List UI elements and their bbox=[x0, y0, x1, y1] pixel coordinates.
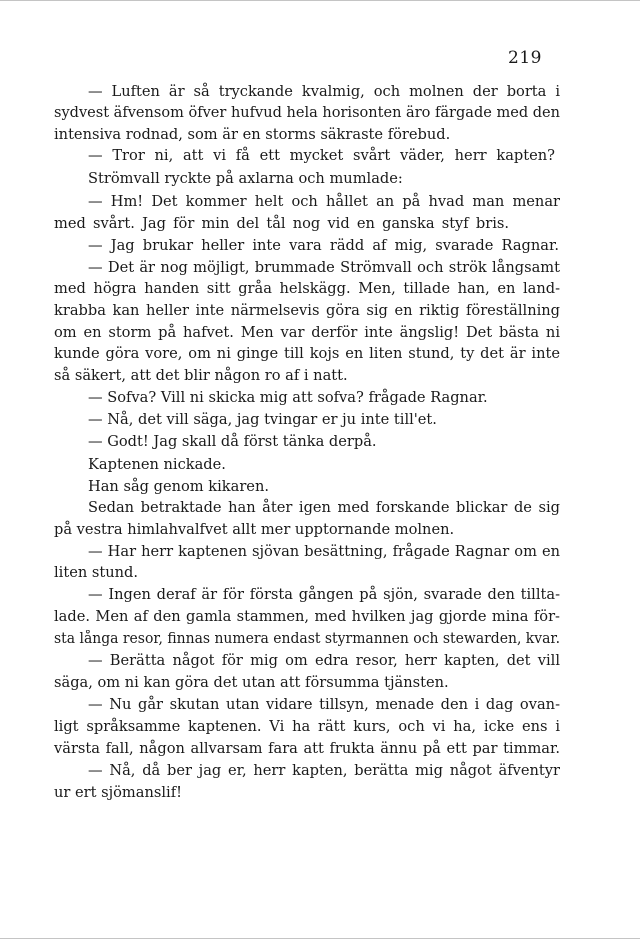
text-line: så säkert, att det blir någon ro af i natt. bbox=[54, 367, 348, 384]
text-line: — Sofva? Vill ni skicka mig att sofva? frågade Ragnar. bbox=[88, 389, 488, 406]
text-line: Sedan betraktade han åter igen med forskande blickar de sig bbox=[88, 499, 560, 516]
text-line: med högra handen sitt gråa helskägg. Men, tillade han, en land- bbox=[54, 280, 560, 297]
text-line: — Jag brukar heller inte vara rädd af mig, svarade Ragnar. bbox=[88, 237, 559, 254]
text-line: — Nå, det vill säga, jag tvingar er ju inte till'et. bbox=[88, 411, 437, 428]
text-line: — Har herr kaptenen sjövan besättning, frågade Ragnar om en bbox=[88, 543, 560, 560]
text-line: — Luften är så tryckande kvalmig, och molnen der borta i bbox=[88, 83, 560, 100]
text-line: värsta fall, någon allvarsam fara att frukta ännu på ett par timmar. bbox=[54, 740, 560, 757]
text-line: — Det är nog möjligt, brummade Strömvall och strök långsamt bbox=[88, 259, 560, 276]
text-line: — Berätta något för mig om edra resor, herr kapten, det vill bbox=[88, 652, 560, 669]
text-line: intensiva rodnad, som är en storms säkraste förebud. bbox=[54, 126, 451, 143]
text-line: ur ert sjömanslif! bbox=[54, 784, 182, 801]
text-line: — Ingen deraf är för första gången på sjön, svarade den tillta- bbox=[88, 586, 560, 603]
text-line: om en storm på hafvet. Men var derför inte ängslig! Det bästa ni bbox=[54, 324, 560, 341]
text-line: Strömvall ryckte på axlarna och mumlade: bbox=[88, 170, 403, 187]
top-scan-edge bbox=[0, 0, 640, 1]
page-number: 219 bbox=[508, 48, 542, 68]
text-line: Kaptenen nickade. bbox=[88, 456, 226, 473]
text-line: — Nå, då ber jag er, herr kapten, berätta mig något äfventyr bbox=[88, 762, 560, 779]
text-line: krabba kan heller inte närmelsevis göra sig en riktig föreställning bbox=[54, 302, 560, 319]
text-line: ligt språksamme kaptenen. Vi ha rätt kurs, och vi ha, icke ens i bbox=[54, 718, 560, 735]
text-line: kunde göra vore, om ni ginge till kojs en liten stund, ty det är inte bbox=[54, 345, 560, 362]
text-line: på vestra himlahvalfvet allt mer upptornande molnen. bbox=[54, 521, 455, 538]
text-line: sta långa resor, finnas numera endast styrmannen och stewarden, kvar. bbox=[54, 630, 560, 647]
text-line: säga, om ni kan göra det utan att försumma tjänsten. bbox=[54, 674, 449, 691]
text-line: Han såg genom kikaren. bbox=[88, 478, 269, 495]
bottom-scan-edge bbox=[0, 938, 640, 939]
text-line: liten stund. bbox=[54, 564, 139, 581]
text-line: med svårt. Jag för min del tål nog vid en ganska styf bris. bbox=[54, 215, 509, 232]
text-line: sydvest äfvensom öfver hufvud hela horisonten äro färgade med den bbox=[54, 104, 560, 121]
text-line: lade. Men af den gamla stammen, med hvilken jag gjorde mina för- bbox=[54, 608, 560, 625]
text-line: — Tror ni, att vi få ett mycket svårt väder, herr kapten? bbox=[88, 147, 555, 164]
text-line: — Nu går skutan utan vidare tillsyn, menade den i dag ovan- bbox=[88, 696, 560, 713]
text-line: — Hm! Det kommer helt och hållet an på hvad man menar bbox=[88, 193, 560, 210]
text-line: — Godt! Jag skall då först tänka derpå. bbox=[88, 433, 377, 450]
